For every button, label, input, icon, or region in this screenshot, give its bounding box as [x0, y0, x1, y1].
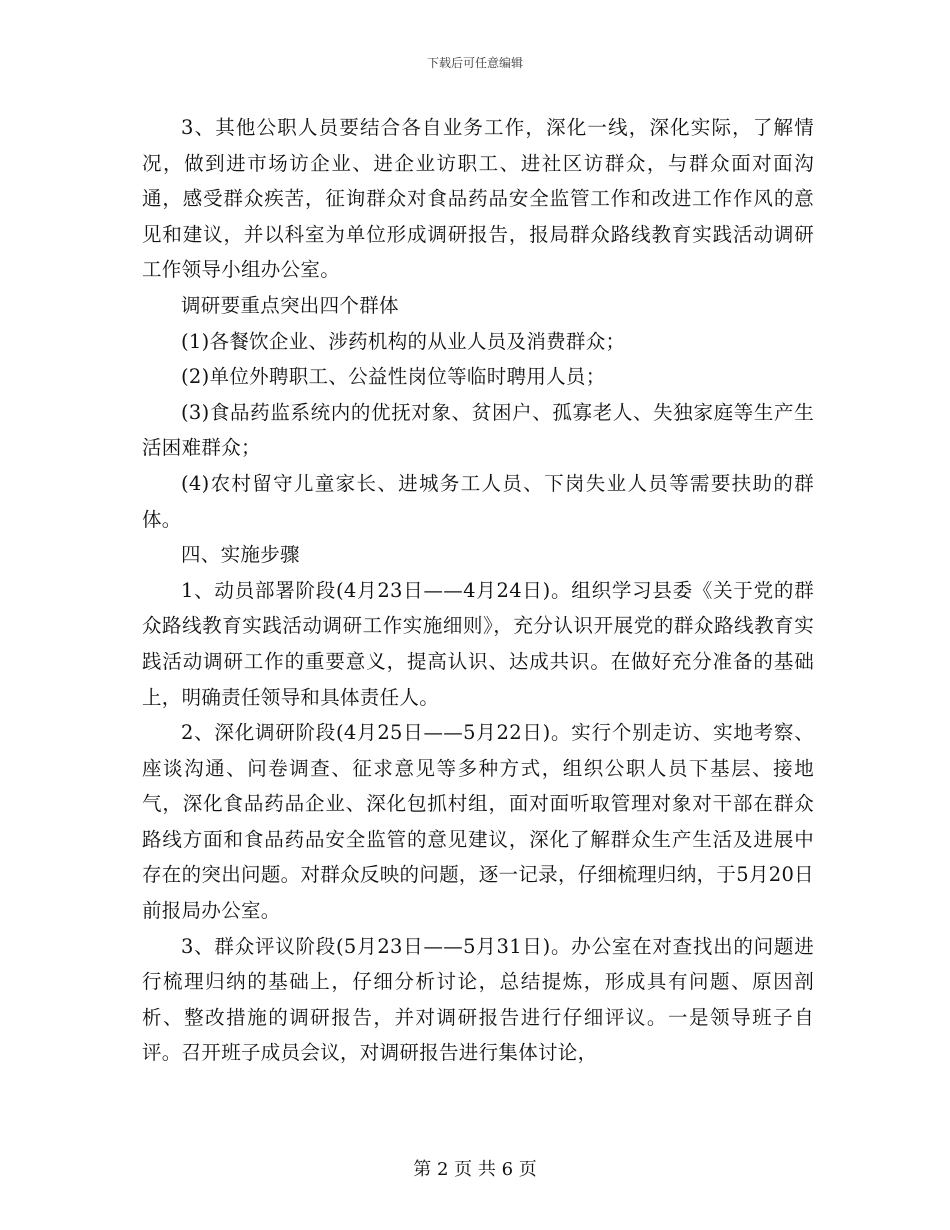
paragraph-stage-2: 2、深化调研阶段(4月25日——5月22日)。实行个别走访、实地考察、座谈沟通、问卷调查、征求意见等多种方式，组织公职人员下基层、接地气，深化食品药品企业、深化包抓村组，面对面听取管理对象对干部在群众路线方面和食品药品安全监管的意见建议，深化了解群众生产生活及进展中存在的突出问题。对群众反映的问题，逐一记录，仔细梳理归纳，于5月20日前报局办公室。	[142, 721, 814, 923]
paragraph-stage-1: 1、动员部署阶段(4月23日——4月24日)。组织学习县委《关于党的群众路线教育实践活动调研工作实施细则》，充分认识开展党的群众路线教育实践活动调研工作的重要意义，提高认识、达成共识。在做好充分准备的基础上，明确责任领导和具体责任人。	[142, 578, 814, 709]
list-item-group-2: (2)单位外聘职工、公益性岗位等临时聘用人员；	[181, 365, 606, 389]
list-item-group-3: (3)食品药监系统内的优抚对象、贫困户、孤寡老人、失独家庭等生产生活困难群众；	[142, 400, 814, 460]
paragraph-focus-groups-intro: 调研要重点突出四个群体	[181, 293, 399, 317]
section-heading-implementation: 四、实施步骤	[181, 543, 300, 567]
paragraph-other-staff: 3、其他公职人员要结合各自业务工作，深化一线，深化实际，了解情况，做到进市场访企业、进企业访职工、进社区访群众，与群众面对面沟通，感受群众疾苦，征询群众对食品药品安全监管工作和改进工作作风的意见和建议，并以科室为单位形成调研报告，报局群众路线教育实践活动调研工作领导小组办公室。	[142, 116, 814, 282]
paragraph-stage-3: 3、群众评议阶段(5月23日——5月31日)。办公室在对查找出的问题进行梳理归纳的基础上，仔细分析讨论，总结提炼，形成具有问题、原因剖析、整改措施的调研报告，并对调研报告进行仔细评议。一是领导班子自评。召开班子成员会议，对调研报告进行集体讨论，	[142, 934, 814, 1065]
page-header: 下载后可任意编辑	[426, 56, 523, 70]
document-body	[142, 110, 814, 1071]
page-number-footer: 第 2 页 共 6 页	[413, 1159, 537, 1180]
list-item-group-4: (4)农村留守儿童家长、进城务工人员、下岗失业人员等需要扶助的群体。	[142, 471, 814, 531]
list-item-group-1: (1)各餐饮企业、涉药机构的从业人员及消费群众；	[181, 329, 626, 353]
